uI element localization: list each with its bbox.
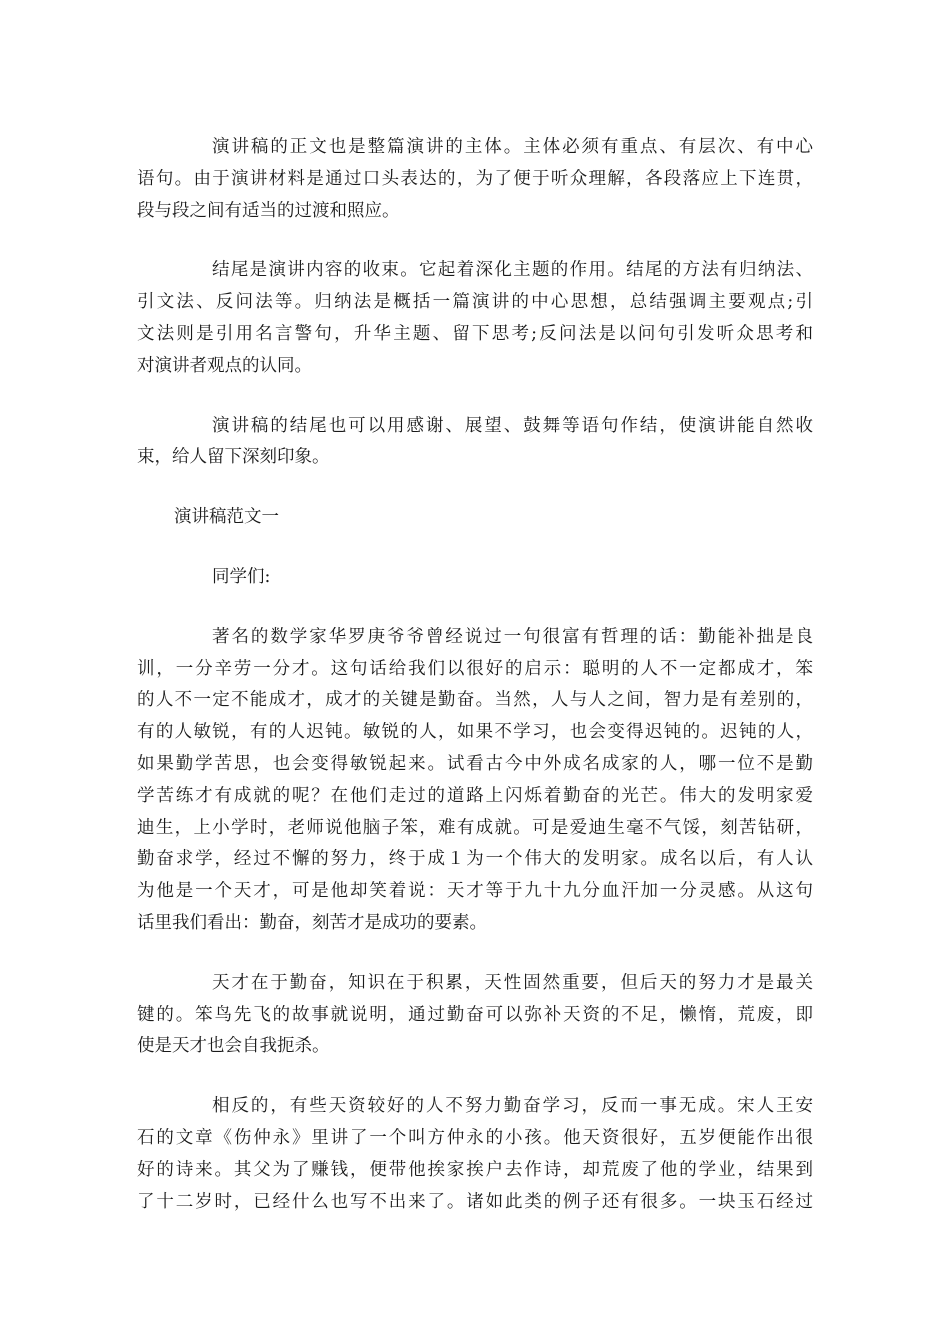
text-line: 天才在于勤奋，知识在于积累，天性固然重要，但后天的努力才是最关 — [212, 972, 813, 993]
text-line: 好的诗来。其父为了赚钱，便带他挨家挨户去作诗，却荒废了他的学业，结果到 — [137, 1159, 813, 1180]
section-heading — [137, 502, 813, 534]
text-line: 相反的，有些天资较好的人不努力勤奋学习，反而一事无成。宋人王安 — [212, 1096, 813, 1117]
text-line: 如果勤学苦思，也会变得敏锐起来。试看古今中外成名成家的人，哪一位不是勤 — [137, 753, 813, 774]
text-line: 对演讲者观点的认同。 — [137, 355, 312, 376]
heading-text: 演讲稿范文一 — [174, 507, 279, 528]
text-line: 段与段之间有适当的过渡和照应。 — [137, 200, 400, 221]
text-line: 了十二岁时，已经什么也写不出来了。诸如此类的例子还有很多。一块玉石经过 — [137, 1191, 813, 1212]
text-line: 训，一分辛劳一分才。这句话给我们以很好的启示：聪明的人不一定都成才，笨 — [137, 658, 813, 679]
text-line: 有的人敏锐，有的人迟钝。敏锐的人，如果不学习，也会变得迟钝的。迟钝的人， — [137, 722, 813, 743]
text-line: 使是天才也会自我扼杀。 — [137, 1036, 330, 1057]
salutation-text: 同学们: — [212, 566, 271, 587]
paragraph-6 — [137, 1091, 813, 1218]
paragraph-2 — [137, 255, 813, 382]
paragraph-1 — [137, 132, 813, 227]
text-line: 演讲稿的正文也是整篇演讲的主体。主体必须有重点、有层次、有中心 — [212, 137, 813, 157]
text-line: 演讲稿的结尾也可以用感谢、展望、鼓舞等语句作结，使演讲能自然收 — [212, 415, 813, 436]
text-line: 语句。由于演讲材料是通过口头表达的，为了便于听众理解，各段落应上下连贯， — [137, 168, 813, 189]
document-page — [137, 132, 813, 1246]
text-line: 迪生，上小学时，老师说他脑子笨，难有成就。可是爱迪生毫不气馁，刻苦钻研， — [137, 817, 813, 838]
text-line: 结尾是演讲内容的收束。它起着深化主题的作用。结尾的方法有归纳法、 — [212, 260, 813, 281]
text-line: 束，给人留下深刻印象。 — [137, 447, 330, 468]
text-line: 文法则是引用名言警句，升华主题、留下思考;反问法是以问句引发听众思考和 — [137, 323, 813, 344]
text-line: 勤奋求学，经过不懈的努力，终于成１为一个伟大的发明家。成名以后，有人认 — [137, 849, 813, 870]
paragraph-4 — [137, 622, 813, 940]
paragraph-3 — [137, 411, 813, 475]
text-line: 学苦练才有成就的呢？在他们走过的道路上闪烁着勤奋的光芒。伟大的发明家爱 — [137, 785, 813, 806]
text-line: 话里我们看出：勤奋，刻苦才是成功的要素。 — [137, 912, 487, 933]
salutation — [137, 562, 813, 594]
text-line: 石的文章《伤仲永》里讲了一个叫方仲永的小孩。他天资很好，五岁便能作出很 — [137, 1127, 813, 1148]
text-line: 著名的数学家华罗庚爷爷曾经说过一句很富有哲理的话：勤能补拙是良 — [212, 626, 813, 647]
text-line: 键的。笨鸟先飞的故事就说明，通过勤奋可以弥补天资的不足，懒惰，荒废，即 — [137, 1004, 813, 1025]
text-line: 引文法、反问法等。归纳法是概括一篇演讲的中心思想，总结强调主要观点;引 — [137, 292, 813, 313]
text-line: 的人不一定不能成才，成才的关键是勤奋。当然，人与人之间，智力是有差别的， — [137, 690, 813, 711]
text-line: 为他是一个天才，可是他却笑着说：天才等于九十九分血汗加一分灵感。从这句 — [137, 881, 813, 902]
paragraph-5 — [137, 968, 813, 1063]
